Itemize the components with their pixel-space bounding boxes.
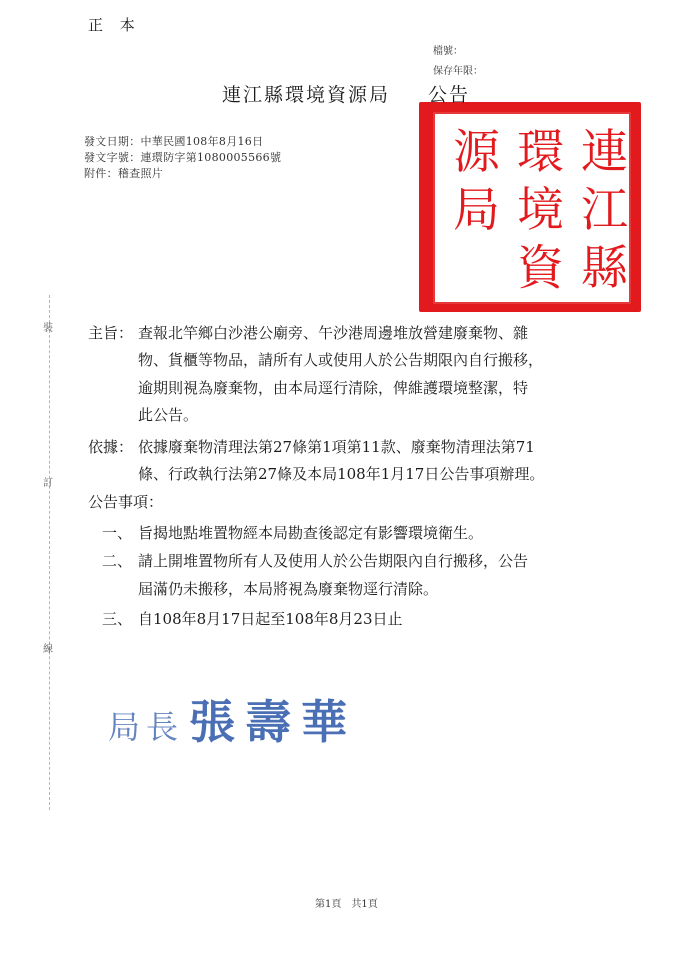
- notice-item-number: 三、: [102, 610, 133, 628]
- notice-item-line: 旨揭地點堆置物經本局勘查後認定有影響環境衛生。: [138, 524, 484, 542]
- notice-item-number: 一、: [102, 524, 133, 542]
- issue-date: 發文日期：中華民國108年8月16日: [84, 135, 264, 148]
- notice-item-line: 自108年8月17日起至108年8月23日止: [138, 610, 403, 628]
- signature-name: 張壽華: [189, 695, 358, 749]
- subject-line: 此公告。: [138, 406, 199, 424]
- issuer-title: 連江縣環境資源局: [222, 84, 391, 106]
- signature-title: 局長: [108, 708, 185, 746]
- subject-line: 逾期則視為廢棄物，由本局逕行清除，俾維護環境整潔，特: [138, 379, 529, 397]
- subject-line: 物、貨櫃等物品，請所有人或使用人於公告期限內自行搬移，: [138, 351, 544, 369]
- director-signature: [108, 686, 357, 752]
- basis-label: 依據：: [88, 438, 134, 456]
- issue-number: 發文字號：連環防字第1080005566號: [84, 151, 282, 164]
- binding-mark-middle: 訂: [43, 478, 53, 489]
- seal-column-2: 環境資: [517, 125, 564, 296]
- page-info: 第1頁 共1頁: [315, 899, 378, 910]
- notice-label: 公告事項：: [88, 493, 164, 511]
- notice-item-line: 請上開堆置物所有人及使用人於公告期限內自行搬移，公告: [138, 552, 529, 570]
- official-seal: [419, 102, 641, 312]
- copy-mark: 正 本: [88, 16, 141, 34]
- subject-label: 主旨：: [88, 324, 134, 342]
- retention-period-label: 保存年限：: [433, 66, 483, 77]
- document-type: 公告: [428, 84, 471, 106]
- attachment: 附件：稽查照片: [84, 167, 164, 180]
- binding-mark-bottom: 線: [43, 644, 53, 655]
- basis-line: 依據廢棄物清理法第27條第1項第11款、廢棄物清理法第71: [138, 438, 535, 456]
- notice-item-line: 屆滿仍未搬移，本局將視為廢棄物逕行清除。: [138, 580, 439, 598]
- seal-column-3: 源局: [453, 125, 500, 238]
- binding-line: [49, 295, 51, 810]
- binding-mark-top: 裝: [43, 323, 53, 334]
- seal-column-1: 連江縣: [581, 125, 628, 296]
- seal-characters: [453, 124, 639, 298]
- basis-line: 條、行政執行法第27條及本局108年1月17日公告事項辦理。: [138, 465, 545, 483]
- subject-line: 查報北竿鄉白沙港公廟旁、午沙港周邊堆放營建廢棄物、雜: [138, 324, 529, 342]
- file-number-label: 檔號：: [433, 46, 463, 57]
- notice-item-number: 二、: [102, 552, 133, 570]
